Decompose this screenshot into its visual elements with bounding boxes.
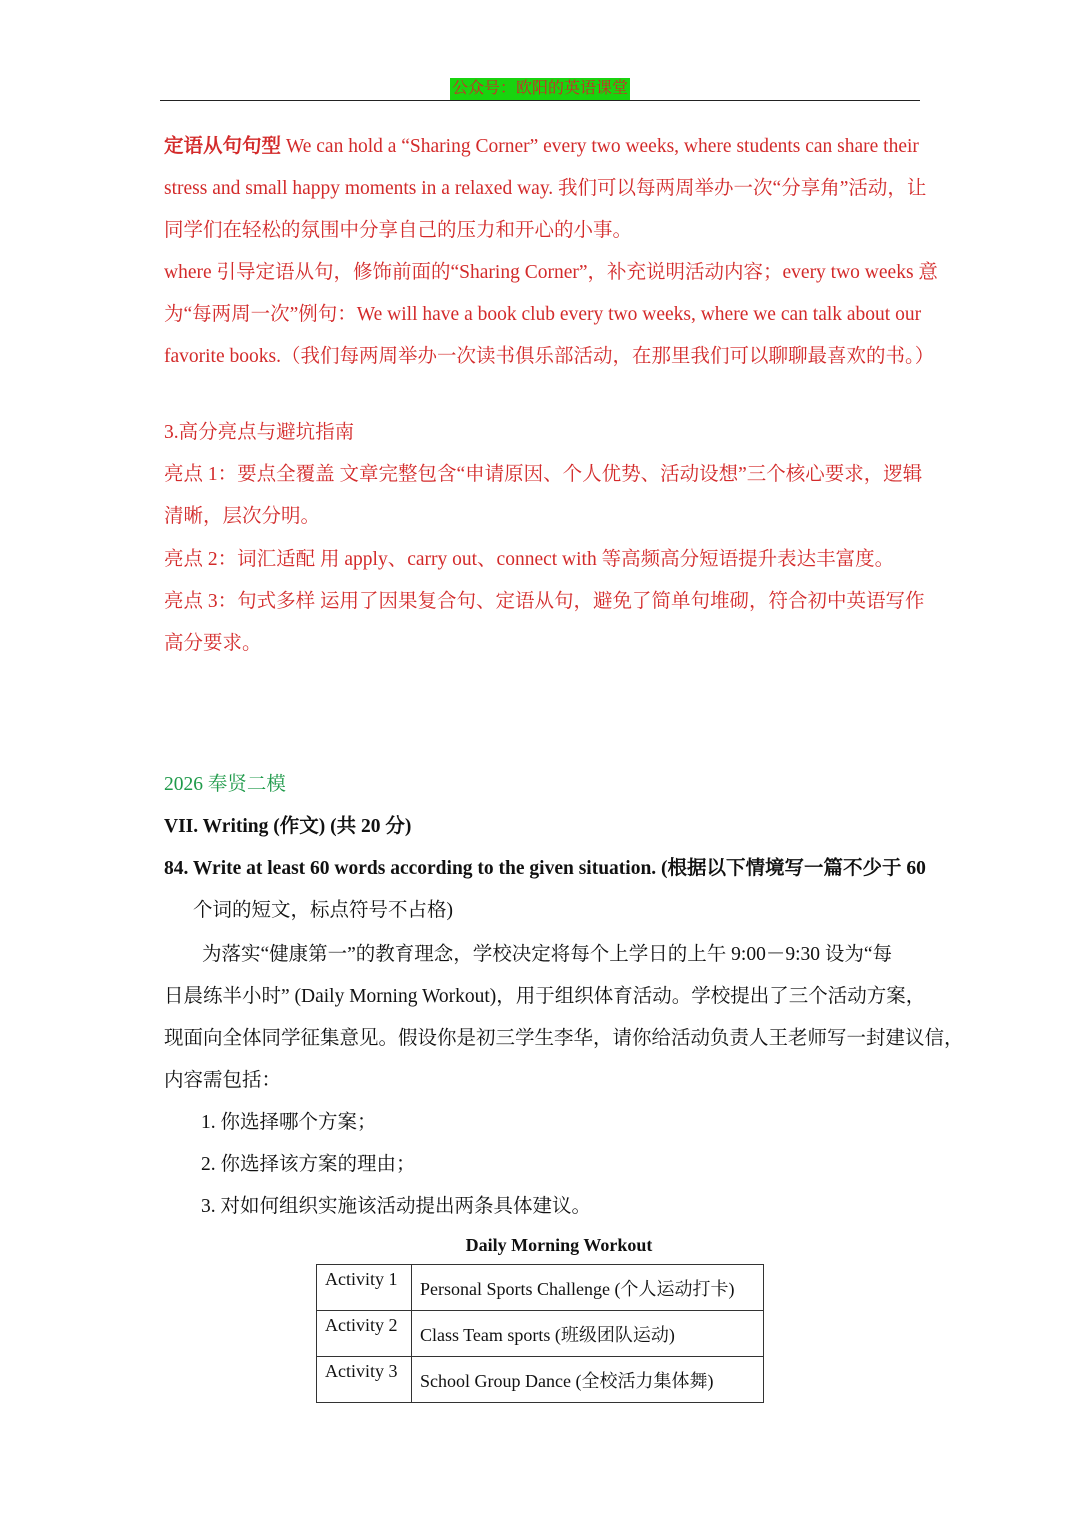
s2-highlight-3b: 高分要求。: [164, 633, 262, 654]
header-label: 公众号：欧阳的英语课堂: [450, 78, 630, 100]
requirement-item-3: 3. 对如何组织实施该活动提出两条具体建议。: [201, 1196, 592, 1217]
table-row: [317, 1311, 764, 1357]
s1-line-6: favorite books.（我们每两周举办一次读书俱乐部活动，在那里我们可以聊聊最喜欢的书。）: [164, 346, 935, 367]
description-cell: Personal Sports Challenge (个人运动打卡): [412, 1265, 764, 1311]
s2-title: 3.高分亮点与避坑指南: [164, 422, 355, 443]
s1-line-4: where 引导定语从句，修饰前面的“Sharing Corner”，补充说明活动内容；every two weeks 意: [164, 262, 938, 283]
s1-line-2: stress and small happy moments in a relaxed way. 我们可以每两周举办一次“分享角”活动，让: [164, 178, 927, 199]
requirement-item-2: 2. 你选择该方案的理由；: [201, 1154, 416, 1175]
activity-cell: Activity 2: [317, 1311, 412, 1357]
requirement-item-1: 1. 你选择哪个方案；: [201, 1112, 377, 1133]
prompt-line-4: 内容需包括：: [164, 1070, 282, 1091]
question-line-a: 84. Write at least 60 words according to the given situation. (根据以下情境写一篇不少于 60: [164, 858, 926, 879]
prompt-line-2: 日晨练半小时” (Daily Morning Workout)，用于组织体育活动。学校提出了三个活动方案，: [164, 986, 926, 1007]
s1-line-3: 同学们在轻松的氛围中分享自己的压力和开心的小事。: [164, 220, 633, 241]
s1-line-5: 为“每两周一次”例句：We will have a book club every two weeks, where we can talk about our: [164, 304, 922, 325]
s2-highlight-1b: 清晰，层次分明。: [164, 506, 321, 527]
activity-cell: Activity 3: [317, 1357, 412, 1403]
description-cell: Class Team sports (班级团队运动): [412, 1311, 764, 1357]
s2-highlight-1a: 亮点 1：要点全覆盖 文章完整包含“申请原因、个人优势、活动设想”三个核心要求，逻辑: [164, 464, 923, 485]
table-row: [317, 1357, 764, 1403]
page-header: [160, 76, 920, 102]
prompt-line-1: 为落实“健康第一”的教育理念，学校决定将每个上学日的上午 9:00－9:30 设为“每: [202, 944, 893, 965]
activity-table: [316, 1264, 764, 1403]
exam-label: 2026 奉贤二模: [164, 774, 286, 795]
header-divider: [160, 100, 920, 101]
s2-highlight-2: 亮点 2：词汇适配 用 apply、carry out、connect with 等高频高分短语提升表达丰富度。: [164, 549, 895, 570]
s2-highlight-3a: 亮点 3：句式多样 运用了因果复合句、定语从句，避免了简单句堆砌，符合初中英语写作: [164, 591, 925, 612]
writing-heading: VII. Writing (作文) (共 20 分): [164, 816, 412, 837]
prompt-line-3: 现面向全体同学征集意见。假设你是初三学生李华，请你给活动负责人王老师写一封建议信，: [164, 1028, 964, 1049]
table-row: [317, 1265, 764, 1311]
question-line-b: 个词的短文，标点符号不占格): [193, 900, 453, 921]
activity-cell: Activity 1: [317, 1265, 412, 1311]
s1-line-1: [164, 135, 919, 159]
s1-line-1-lead: 定语从句句型: [164, 136, 282, 157]
table-title: Daily Morning Workout: [465, 1235, 653, 1255]
s1-line-1-text: We can hold a “Sharing Corner” every two weeks, where students can share their: [285, 136, 919, 157]
description-cell: School Group Dance (全校活力集体舞): [412, 1357, 764, 1403]
